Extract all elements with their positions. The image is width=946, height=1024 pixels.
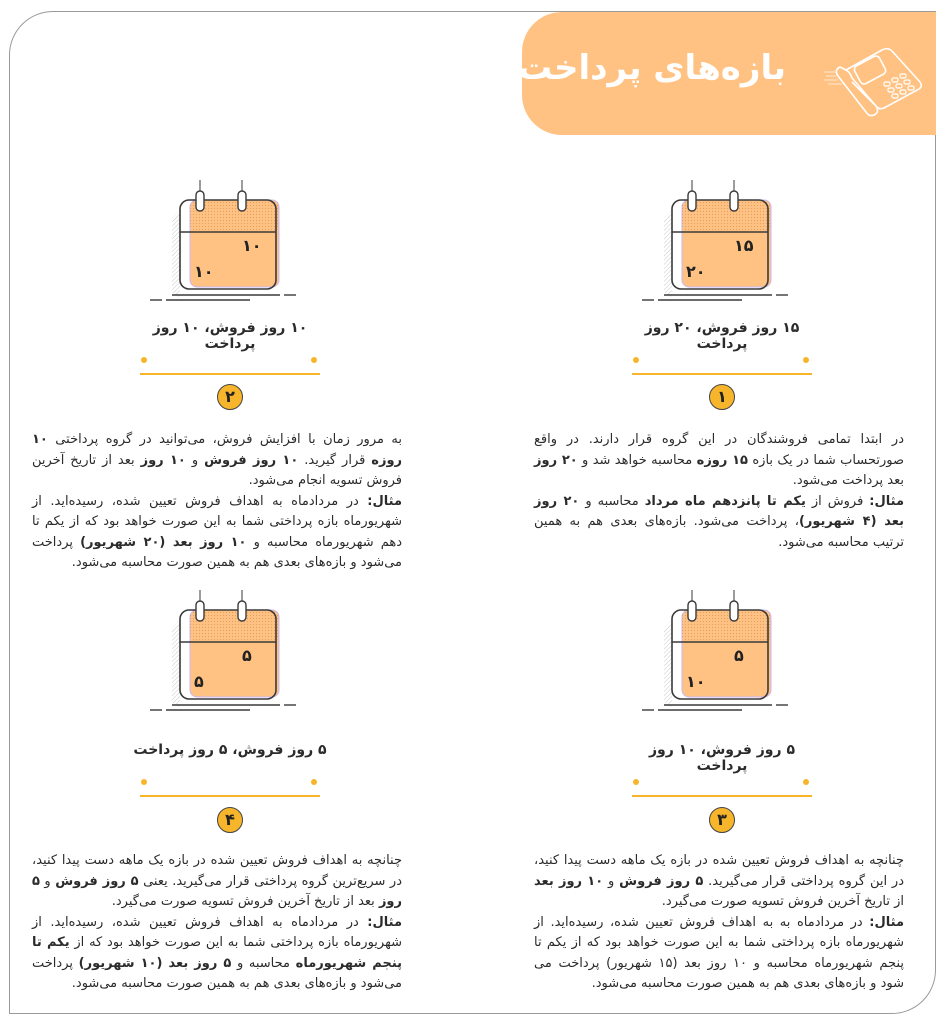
text: محاسبه خواهد شد و [577, 452, 697, 468]
text: فروش از [805, 493, 870, 509]
divider-line [632, 795, 812, 797]
divider-dot [803, 357, 809, 363]
divider-dot [633, 357, 639, 363]
group-caption: ۱۵ روز فروش، ۲۰ روز پرداخت [644, 320, 800, 352]
text: به مرور زمان با افزایش فروش، می‌توانید در گروه پرداختی [47, 432, 402, 447]
group-number-badge: ۱ [709, 384, 735, 410]
text: بعد از تاریخ آخرین فروش تسویه صورت می‌گیرد. [111, 894, 379, 909]
divider-dot [311, 357, 317, 363]
text: چنانچه به اهداف فروش تعیین شده در بازه یک ماهه دست پیدا کنید، در سریع‌ترین گروه پرداختی قرار می‌گیرید. یعنی [32, 853, 403, 889]
bold-text: یکم تا پنجم شهریورماه [32, 935, 403, 971]
text: بعد پرداخت می‌شود. [792, 473, 904, 488]
calendar-icon [642, 180, 792, 310]
text: ، پرداخت می‌شود. بازه‌های بعدی هم به همین ترتیب محاسبه می‌شود. [534, 514, 904, 550]
card-reader-icon [824, 30, 924, 120]
bold-text: مثال: [367, 914, 402, 930]
divider-dot [633, 779, 639, 785]
divider-dot [311, 779, 317, 785]
bold-text: ۵ روز [32, 873, 402, 909]
text: پرداخت می‌شود و بازه‌های بعدی هم به همین صورت محاسبه می‌شود. [32, 534, 402, 570]
bold-text: ۱۵ روزه [696, 452, 748, 468]
calendar-icon [150, 590, 300, 720]
bold-text: ۵ روز فروش [55, 873, 139, 889]
group-caption: ۱۰ روز فروش، ۱۰ روز پرداخت [152, 320, 308, 352]
text: و [39, 873, 56, 889]
group-number-badge: ۲ [217, 384, 243, 410]
page-title: بازه‌های پرداخت: [504, 48, 786, 88]
text: محاسبه و [231, 955, 296, 971]
bold-text: ۵ روز بعد (۱۰ شهریور) [78, 955, 232, 971]
bold-text: یکم تا پانزدهم ماه مرداد [644, 493, 806, 509]
bold-text: مثال: [869, 493, 905, 509]
text: چنانچه به اهداف فروش تعیین شده در بازه یک ماهه دست پیدا کنید، در این گروه پرداختی قرار می‌گیرید. [534, 853, 904, 889]
bold-text: ۱۰ روز بعد [534, 873, 604, 889]
bold-text: ۱۰ روز فروش [204, 452, 299, 468]
divider-dot [141, 357, 147, 363]
text: و [603, 873, 620, 889]
divider-dot [141, 779, 147, 785]
text: قرار گیرید. [298, 452, 372, 468]
bold-text: ۲۰ روز بعد (۴ شهریور) [534, 493, 905, 529]
bold-text: ۲۰ روز [534, 452, 578, 468]
divider-line [140, 795, 320, 797]
calendar-payment-days: ۱۰ [686, 672, 706, 691]
text: و [185, 452, 205, 468]
group-caption: ۵ روز فروش، ۱۰ روز پرداخت [648, 742, 795, 774]
text: از تاریخ آخرین فروش تسویه صورت می‌گیرد. [661, 894, 904, 909]
calendar-icon [150, 180, 300, 310]
divider-line [632, 373, 812, 375]
calendar-icon [642, 590, 792, 720]
bold-text: ۱۰ روز [140, 452, 186, 468]
calendar-sales-days: ۱۵ [734, 236, 754, 255]
bold-text: ۵ روز فروش [619, 873, 704, 889]
group-number-badge: ۳ [709, 807, 735, 833]
text: در مردادماه به به اهداف فروش تعیین شده، رسیده‌اید. از شهریورماه بازه پرداختی شما به این صورت خواهد بود که از یکم تا پنجم شهریورماه محاسبه و ۱۰ روز بعد (۱۵ شهریور) پرداخت می شود و بازه‌های بعدی هم به همین صورت محاسبه می‌شود. [534, 914, 904, 991]
text: محاسبه و [579, 493, 645, 509]
group-description [534, 430, 904, 553]
text: در ابتدا تمامی فروشندگان در این گروه قرار دارند. در واقع صورتحساب شما در یک بازه [534, 432, 905, 468]
header-banner [504, 12, 936, 135]
bold-text: ۱۰ روزه [32, 432, 403, 468]
divider-line [140, 373, 320, 375]
calendar-sales-days: ۱۰ [242, 236, 262, 255]
calendar-sales-days: ۵ [242, 646, 252, 665]
group-description [534, 851, 904, 995]
text: پرداخت می‌شود و بازه‌های بعدی هم به همین صورت محاسبه می‌شود. [32, 955, 402, 991]
calendar-payment-days: ۲۰ [686, 262, 706, 281]
calendar-sales-days: ۵ [734, 646, 744, 665]
calendar-payment-days: ۱۰ [194, 262, 214, 281]
bold-text: ۱۰ روز بعد (۲۰ شهریور) [80, 534, 247, 550]
text: بعد از تاریخ آخرین فروش تسویه انجام می‌شود. [32, 452, 402, 488]
text: در مردادماه به اهداف فروش تعیین شده، رسیده‌اید. از شهریورماه بازه پرداختی شما به این صورت خواهد بود که از یکم تا دهم شهریورماه محاسبه و [32, 493, 403, 550]
group-number-badge: ۴ [217, 807, 243, 833]
group-caption: ۵ روز فروش، ۵ روز پرداخت [133, 742, 327, 758]
bold-text: مثال: [367, 493, 402, 509]
text: در مردادماه به اهداف فروش تعیین شده، رسیده‌اید. از شهریورماه بازه پرداختی شما به این صورت خواهد بود که از [32, 914, 402, 950]
group-description [32, 430, 402, 574]
divider-dot [803, 779, 809, 785]
group-description [32, 851, 402, 995]
calendar-payment-days: ۵ [194, 672, 204, 691]
bold-text: مثال: [869, 914, 904, 930]
